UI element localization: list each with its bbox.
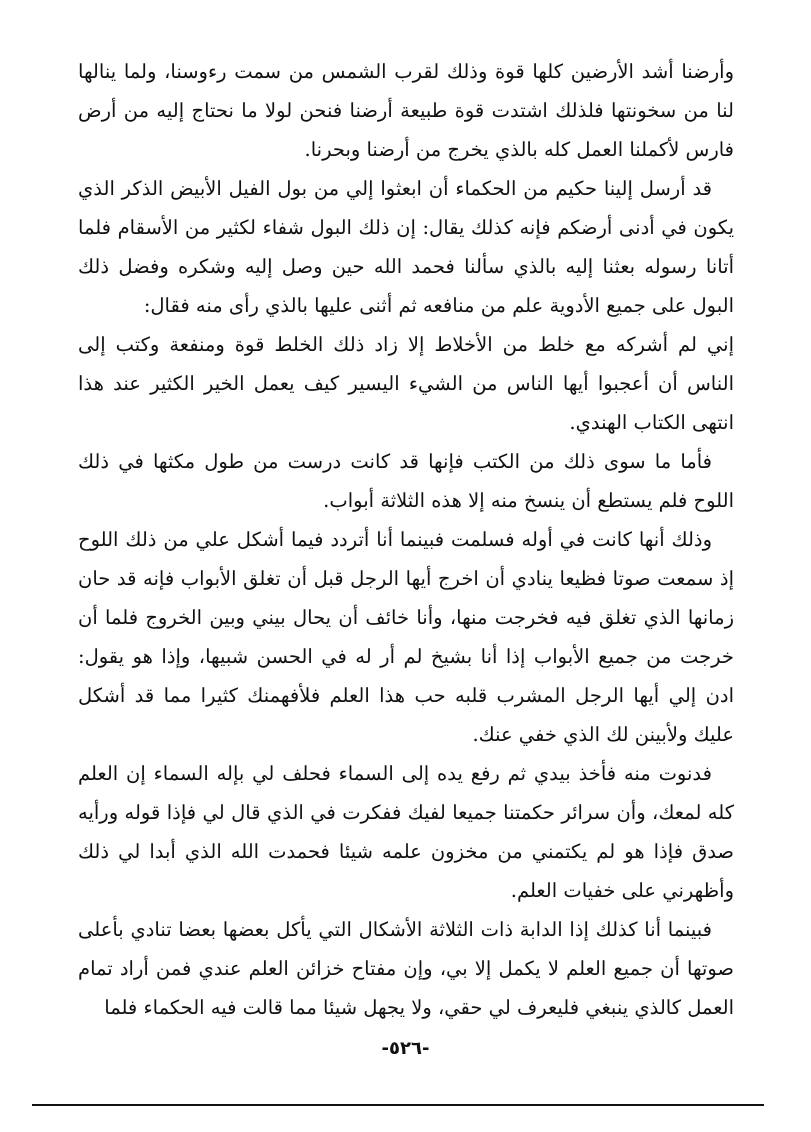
- body-text: [78, 52, 734, 1027]
- paragraph-2: قد أرسل إلينا حكيم من الحكماء أن ابعثوا إلي من بول الفيل الأبيض الذكر الذي يكون في أدنى أرضكم فإنه كذلك يقال: إن ذلك البول شفاء لكثير من الأسقام فلما أتانا رسوله بعثنا إليه بالذي سألنا فحمد الله حين وصل إليه وشكره وفضل ذلك البول على جميع الأدوية علم من منافعه ثم أثنى عليها بالذي رأى منه فقال:: [78, 177, 734, 317]
- paragraph-1: وأرضنا أشد الأرضين كلها قوة وذلك لقرب الشمس من سمت رءوسنا، ولما ينالها لنا من سخونتها فلذلك اشتدت قوة طبيعة أرضنا فنحن لولا ما نحتاج إليه من أرض فارس لأكملنا العمل كله بالذي يخرج من أرضنا وبحرنا.: [78, 60, 734, 161]
- footer-divider: [32, 1104, 764, 1106]
- paragraph-5: وذلك أنها كانت في أوله فسلمت فبينما أنا أتردد فيما أشكل علي من ذلك اللوح إذ سمعت صوتا فظيعا ينادي أن اخرج أيها الرجل قبل أن تغلق الأبواب فإنه قد حان زمانها الذي تغلق فيه فخرجت منها، وأنا خائف أن يحال بيني وبين الخروج فلما أن خرجت من جميع الأبواب إذا أنا بشيخ لم أر له في الحسن شبيها، وإذا هو يقول: ادن إلي أيها الرجل المشرب قلبه حب هذا العلم فلأفهمنك كثيرا مما قد أشكل عليك ولأبينن لك الذي خفي عنك.: [78, 528, 734, 746]
- paragraph-3: إني لم أشركه مع خلط من الأخلاط إلا زاد ذلك الخلط قوة ومنفعة وكتب إلى الناس أن أعجبوا أيها الناس من الشيء اليسير كيف يعمل الخير الكثير عند هذا انتهى الكتاب الهندي.: [78, 333, 734, 434]
- paragraph-4: فأما ما سوى ذلك من الكتب فإنها قد كانت درست من طول مكثها في ذلك اللوح فلم يستطع أن ينسخ منه إلا هذه الثلاثة أبواب.: [78, 450, 734, 512]
- page-number: -٥٢٦-: [381, 1038, 430, 1059]
- paragraph-6: فدنوت منه فأخذ بيدي ثم رفع يده إلى السماء فحلف لي بإله السماء إن العلم كله لمعك، وأن سرائر حكمتنا جميعا لفيك ففكرت في الذي قال لي فإذا قوله ورأيه صدق فإذا هو لم يكتمني من مخزون علمه شيئا فحمدت الله الذي أبدا لي ذلك وأظهرني على خفيات العلم.: [78, 762, 734, 902]
- paragraph-7: فبينما أنا كذلك إذا الدابة ذات الثلاثة الأشكال التي يأكل بعضها بعضا تنادي بأعلى صوتها أن جميع العلم لا يكمل إلا بي، وإن مفتاح خزائن العلم عندي فمن أراد تمام العمل كالذي ينبغي فليعرف لي حقي، ولا يجهل شيئا مما قالت فيه الحكماء فلما: [78, 918, 734, 1019]
